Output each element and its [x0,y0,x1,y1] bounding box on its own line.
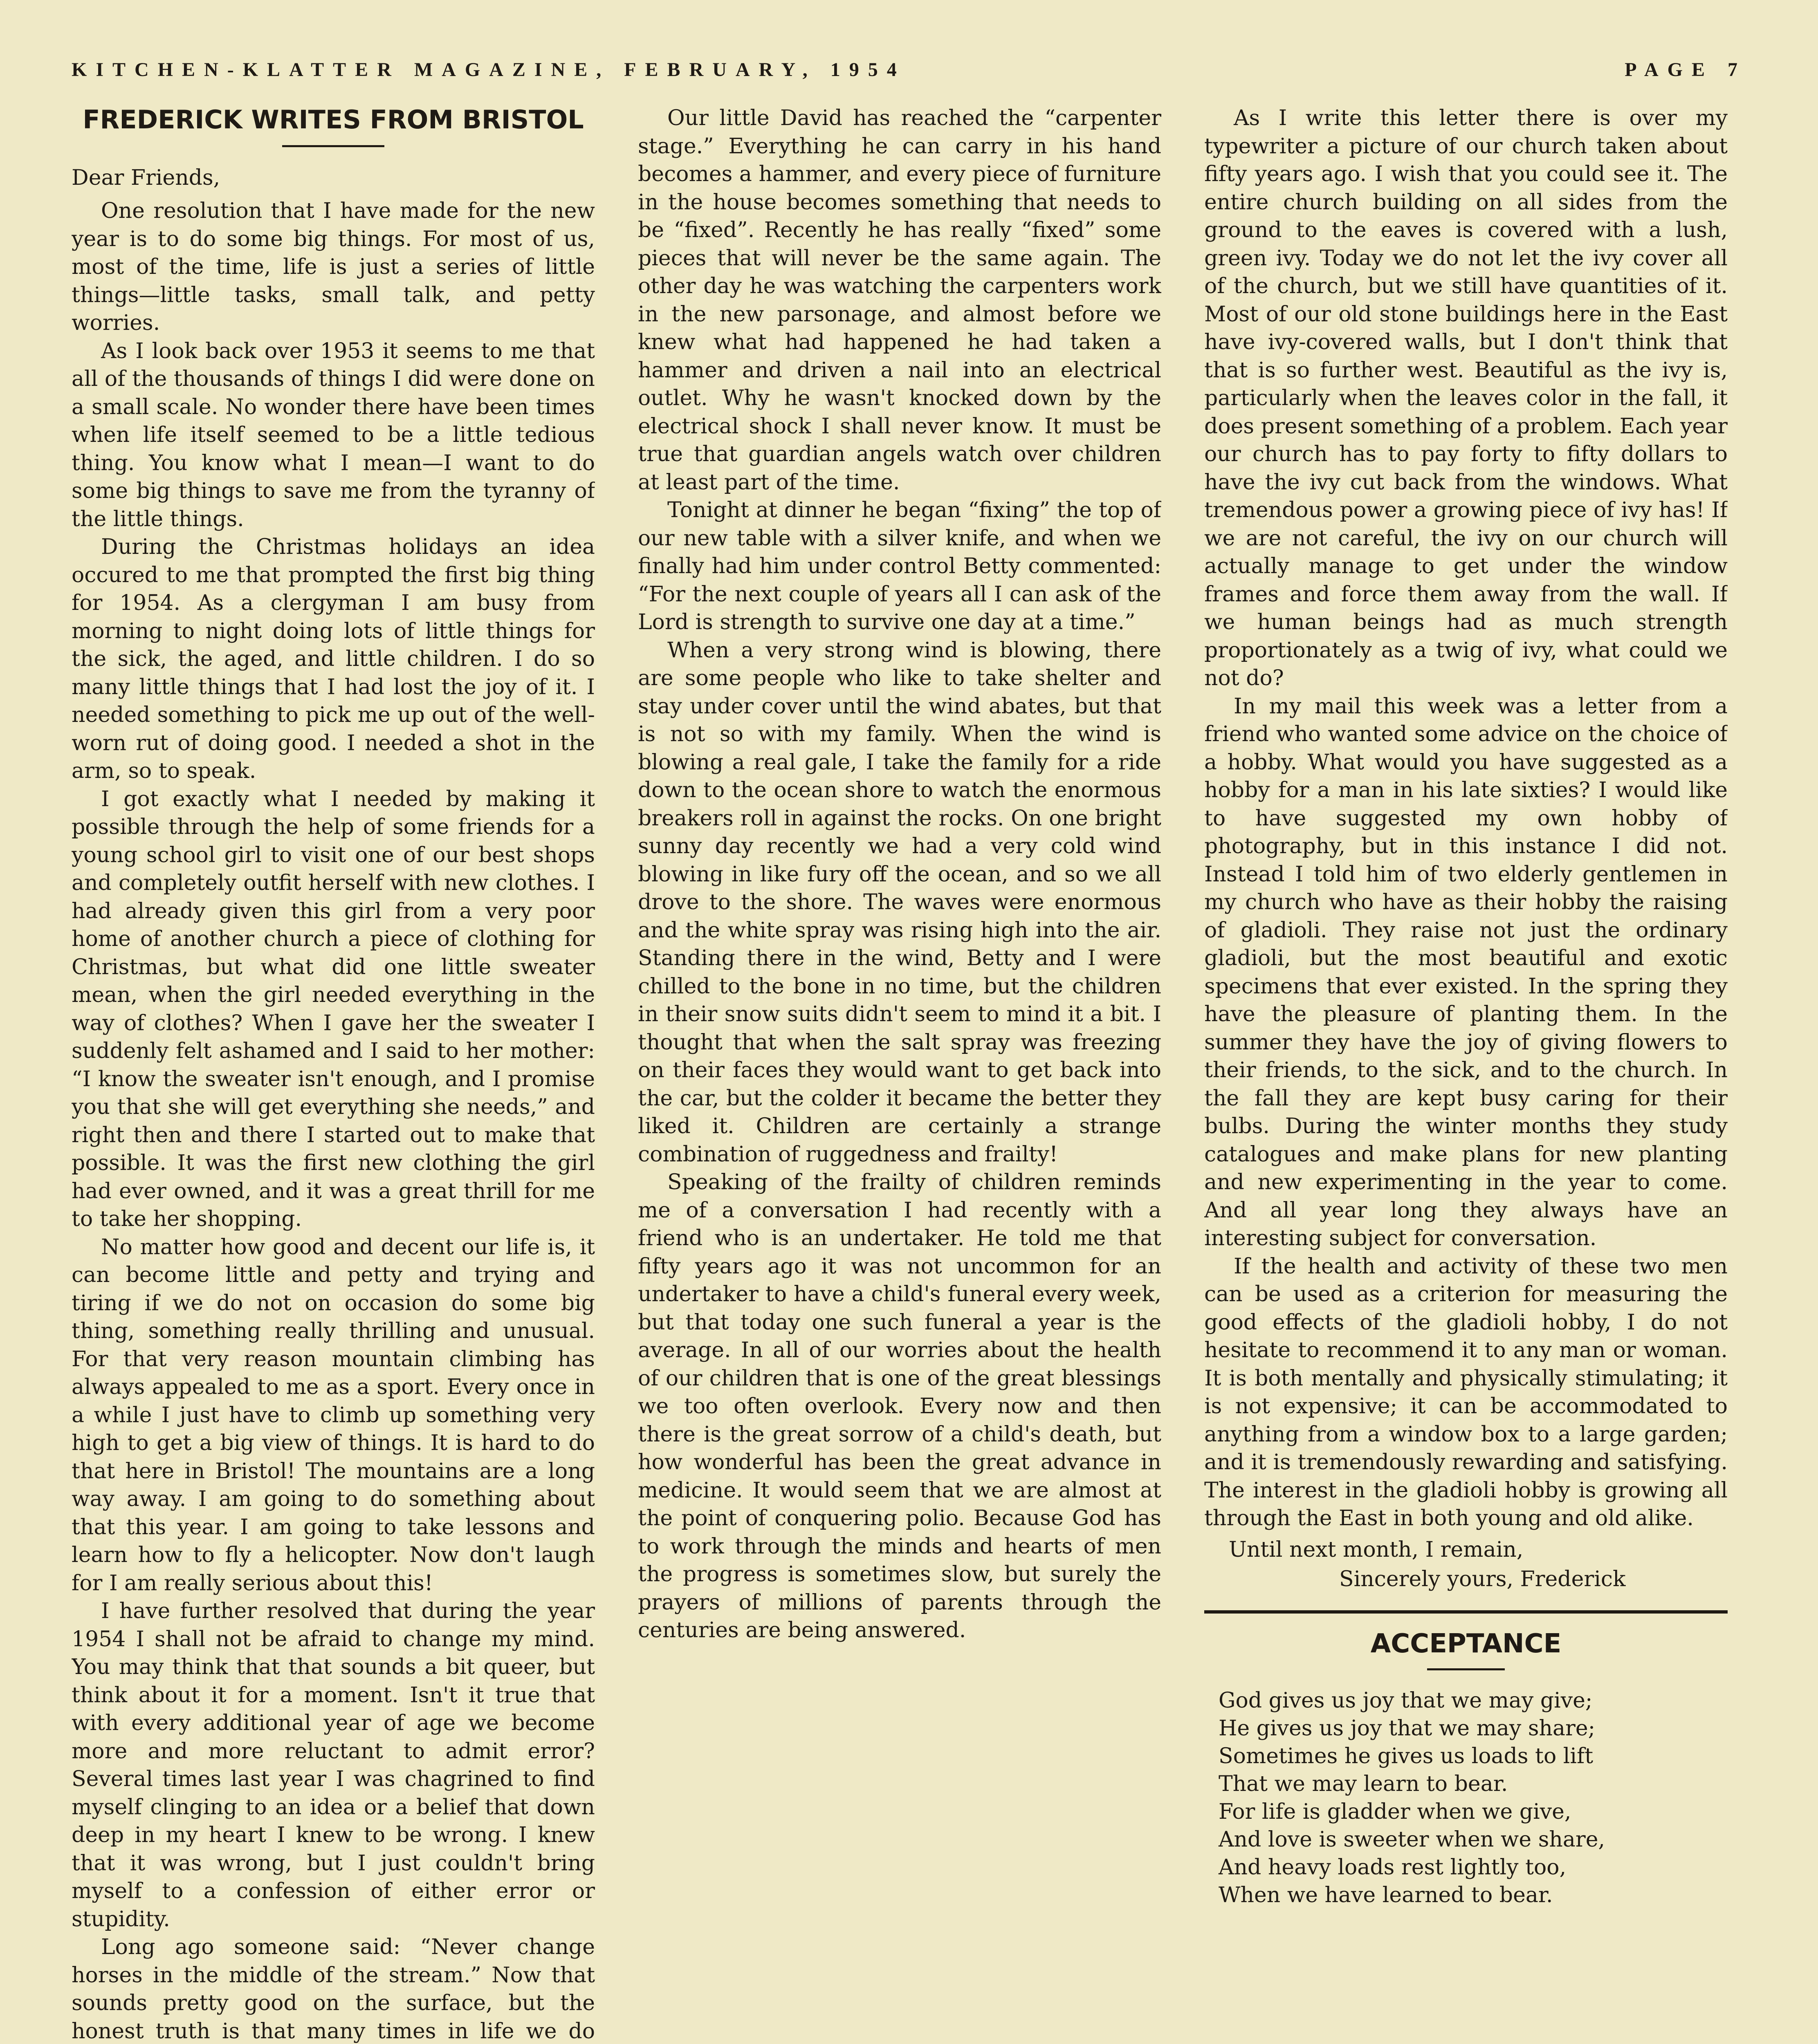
page-header [72,53,1746,86]
paragraph: Our little David has reached the “carpenter stage.” Everything he can carry in his hand becomes a hammer, and every piece of furniture in the house becomes something that needs to be “fixed”. Recently he has really “fixed” some pieces that will never be the same again. The other day he was watching the carpenters work in the new parsonage, and almost before we knew what had happened he had taken a hammer and driven a nail into an electrical outlet. Why he wasn't knocked down by the electrical shock I shall never know. It must be true that guardian angels watch over children at least part of the time. [638,106,1161,495]
paragraph: As I look back over 1953 it seems to me that all of the thousands of things I did were done on a small scale. No wonder there have been times when life itself seemed to be a little tedious thing. You know what I mean—I want to do some big things to save me from the tyranny of the little things. [72,338,595,531]
paragraph: I have further resolved that during the year 1954 I shall not be afraid to change my mind. You may think that that sounds a bit queer, but think about it for a moment. Isn't it true that with every additional year of age we become more and more reluctant to admit error? Several times last year I was chagrined to find myself clinging to an idea or a belief that down deep in my heart I knew to be wrong. I knew that it was wrong, but I just couldn't bring myself to a confession of either error or stupidity. [72,1599,595,1932]
article-title: FREDERICK WRITES FROM BRISTOL [83,105,584,134]
poem-title-rule [1427,1668,1505,1670]
paragraph: No matter how good and decent our life is, it can become little and petty and trying and tiring if we do not on occasion do some big thing, something really thrilling and unusual. For that very reason mountain climbing has always appealed to me as a sport. Every once in a while I just have to climb up something very high to get a big view of things. It is hard to do that here in Bristol! The mountains are a long way away. I am going to do something about that this year. I am going to take lessons and learn how to fly a helicopter. Now don't laugh for I am really serious about this! [72,1235,595,1596]
signature: Sincerely yours, Frederick [1339,1567,1626,1591]
paragraph: I got exactly what I needed by making it possible through the help of some friends for a young school girl to visit one of our best shops and completely outfit herself with new clothes. I had already given this girl from a very poor home of another church a piece of clothing for Christmas, but what did one little sweater mean, when the girl needed everything in the way of clothes? When I gave her the sweater I suddenly felt ashamed and I said to her mother: “I know the sweater isn't enough, and I promise you that she will get everything she needs,” and right then and there I started out to make that possible. It was the first new clothing the girl had ever owned, and it was a great thrill for me to take her shopping. [72,787,595,1231]
paragraph: Long ago someone said: “Never change horses in the middle of the stream.” Now that sounds pretty good on the surface, but the honest truth is that many times in life we do [72,1935,595,2044]
paragraph: When a very strong wind is blowing, there are some people who like to take shelter and stay under cover until the wind abates, but that is not so with my family. When the wind is blowing a real gale, I take the family for a ride down to the ocean shore to watch the enormous breakers roll in against the rocks. On one bright sunny day recently we had a very cold wind blowing in like fury off the ocean, and so we all drove to the shore. The waves were enormous and the white spray was rising high into the air. Standing there in the wind, Betty and I were chilled to the bone in no time, but the children in their snow suits didn't seem to mind it a bit. I thought that when the salt spray was freezing on their faces they would want to get back into the car, but the colder it became the better they liked it. Children are certainly a strange combination of ruggedness and frailty! [638,638,1161,1167]
poem-line: He gives us joy that we may share; [1219,1716,1596,1741]
paragraph: If the health and activity of these two men can be used as a criterion for measuring the good effects of the gladioli hobby, I do not hesitate to recommend it to any man or woman. It is both mentally and physically stimulating; it is not expensive; it can be accommodated to anything from a window box to a large garden; and it is tremendously rewarding and satisfying. The interest in the gladioli hobby is growing all through the East in both young and old alike. [1204,1254,1728,1531]
poem-line: And love is sweeter when we share, [1219,1827,1605,1852]
paragraph: Speaking of the frailty of children reminds me of a conversation I had recently with a friend who is an undertaker. He told me that fifty years ago it was not uncommon for an undertaker to have a child's funeral every week, but that today one such funeral a year is the average. In all of our worries about the health of our children that is one of the great blessings we too often overlook. Every now and then there is the great sorrow of a child's death, but how wonderful has been the great advance in medicine. It would seem that we are almost at the point of conquering polio. Because God has to work through the minds and hearts of men the progress is sometimes slow, but surely the prayers of millions of parents through the centuries are being answered. [638,1170,1161,1643]
poem-line: Sometimes he gives us loads to lift [1219,1744,1594,1768]
poem-line: When we have learned to bear. [1219,1883,1553,1907]
poem-line: For life is gladder when we give, [1219,1799,1571,1824]
title-rule [282,145,384,147]
paragraph: As I write this letter there is over my typewriter a picture of our church taken about fifty years ago. I wish that you could see it. The entire church building on all sides from the ground to the eaves is covered with a lush, green ivy. Today we do not let the ivy cover all of the church, but we still have quantities of it. Most of our old stone buildings here in the East have ivy-covered walls, but I don't think that that is so further west. Beautiful as the ivy is, particularly when the leaves color in the fall, it does present something of a problem. Each year our church has to pay forty to fifty dollars to have the ivy cut back from the windows. What tremendous power a growing piece of ivy has! If we are not careful, the ivy on our church will actually manage to get under the window frames and force them away from the wall. If we human beings had as much strength proportionately as a twig of ivy, what could we not do? [1204,106,1728,690]
poem-line: And heavy loads rest lightly too, [1219,1855,1567,1880]
greeting: Dear Friends, [72,166,220,190]
poem-title: ACCEPTANCE [1370,1628,1562,1659]
article-columns [72,104,1730,2044]
section-divider [1204,1610,1728,1614]
paragraph: One resolution that I have made for the new year is to do some big things. For most of us, most of the time, life is just a series of little things—little tasks, small talk, and petty worries. [72,199,595,335]
column-2 [638,104,1161,2044]
masthead: KITCHEN-KLATTER MAGAZINE, FEBRUARY, 1954 [72,58,906,81]
paragraph: In my mail this week was a letter from a friend who wanted some advice on the choice of a hobby. What would you have suggested as a hobby for a man in his late sixties? I would like to have suggested my own hobby of photography, but in this instance I did not. Instead I told him of two elderly gentlemen in my church who have as their hobby the raising of gladioli. They raise not just the ordinary gladioli, but the most beautiful and exotic specimens that ever existed. In the spring they have the pleasure of planting them. In the summer they have the joy of giving flowers to their friends, to the sick, and to the church. In the fall they are kept busy caring for their bulbs. During the winter months they study catalogues and make plans for new planting and new experimenting in the year to come. And all year long they always have an interesting subject for conversation. [1204,694,1728,1251]
paragraph: Tonight at dinner he began “fixing” the top of our new table with a silver knife, and when we finally had him under control Betty commented: “For the next couple of years all I can ask of the Lord is strength to survive one day at a time.” [638,498,1161,634]
column-3 [1204,104,1728,2044]
poem-line: That we may learn to bear. [1219,1771,1508,1796]
page-number: PAGE 7 [1625,58,1746,81]
column-1 [72,104,595,2044]
paragraph: During the Christmas holidays an idea occured to me that prompted the first big thing for 1954. As a clergyman I am busy from morning to night doing lots of little things for the sick, the aged, and little children. I do so many little things that I had lost the joy of it. I needed something to pick me up out of the well-worn rut of doing good. I needed a shot in the arm, so to speak. [72,535,595,783]
closing: Until next month, I remain, [1229,1537,1524,1562]
poem-line: God gives us joy that we may give; [1219,1688,1593,1713]
